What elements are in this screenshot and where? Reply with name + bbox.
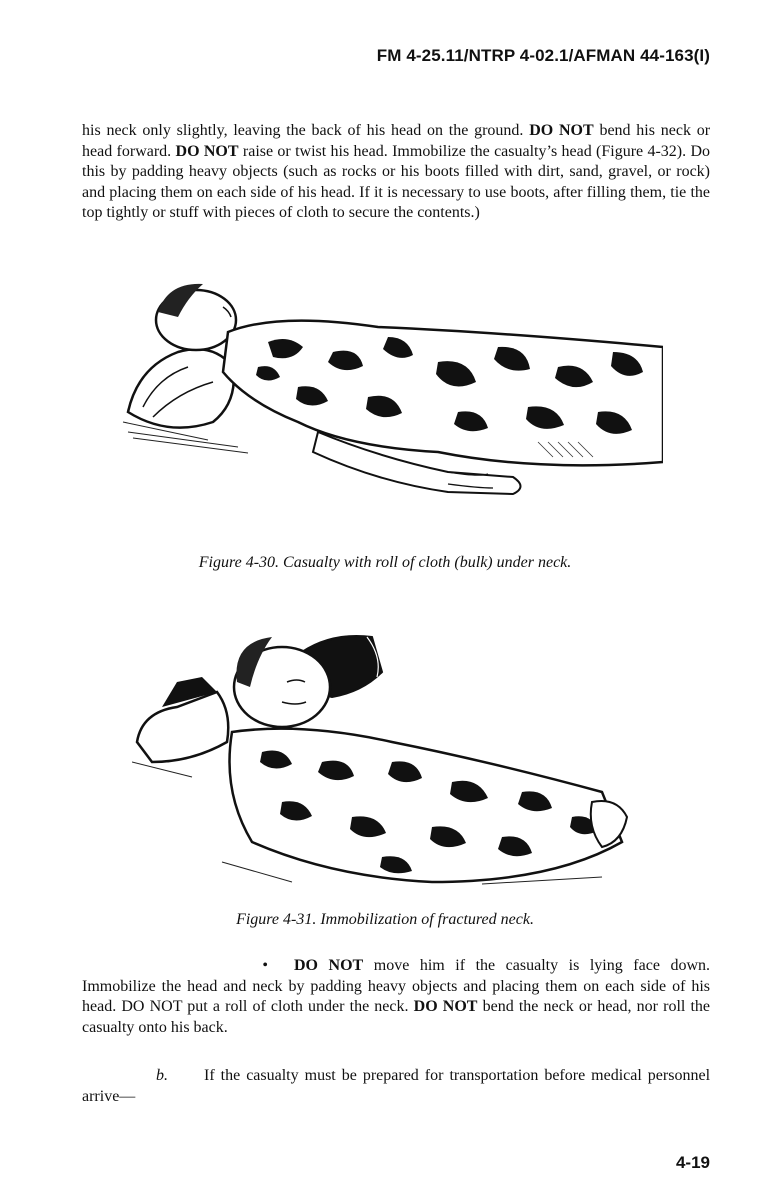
item-label: b. xyxy=(156,1067,168,1084)
figure-4-30-caption: Figure 4-30. Casualty with roll of cloth (bulk) under neck. xyxy=(198,554,572,571)
figure-4-30-illustration xyxy=(118,272,663,530)
figure-4-31-caption: Figure 4-31. Immobilization of fractured neck. xyxy=(236,911,534,928)
figure-4-31-illustration xyxy=(132,612,634,892)
paragraph-transport: b. If the casualty must be prepared for transportation before medical personnel arrive— xyxy=(82,1067,711,1105)
paragraph-neck-immobilization: his neck only slightly, leaving the back of his head on the ground. DO NOT bend his neck or head forward. DO NOT raise or twist his head. Immobilize the casualty’s head (Figure 4-32). Do this by padding heavy objects (such as rocks or his boots filled with dirt, sand, gravel, or rock) and placing them on each side of his head. If it is necessary to use boots, after filling them, tie the top tightly or stuff with pieces of cloth to secure the contents.) xyxy=(82,122,711,221)
page-number: 4-19 xyxy=(675,1153,710,1172)
bullet-marker: • xyxy=(262,957,268,974)
running-header: FM 4-25.11/NTRP 4-02.1/AFMAN 44-163(I) xyxy=(376,46,710,65)
paragraph-face-down: • DO NOT move him if the casualty is lying face down. Immobilize the head and neck by padding heavy objects and placing them on each side of his head. DO NOT put a roll of cloth under the neck. DO NOT bend the neck or head, nor roll the casualty onto his back. xyxy=(82,956,710,1038)
